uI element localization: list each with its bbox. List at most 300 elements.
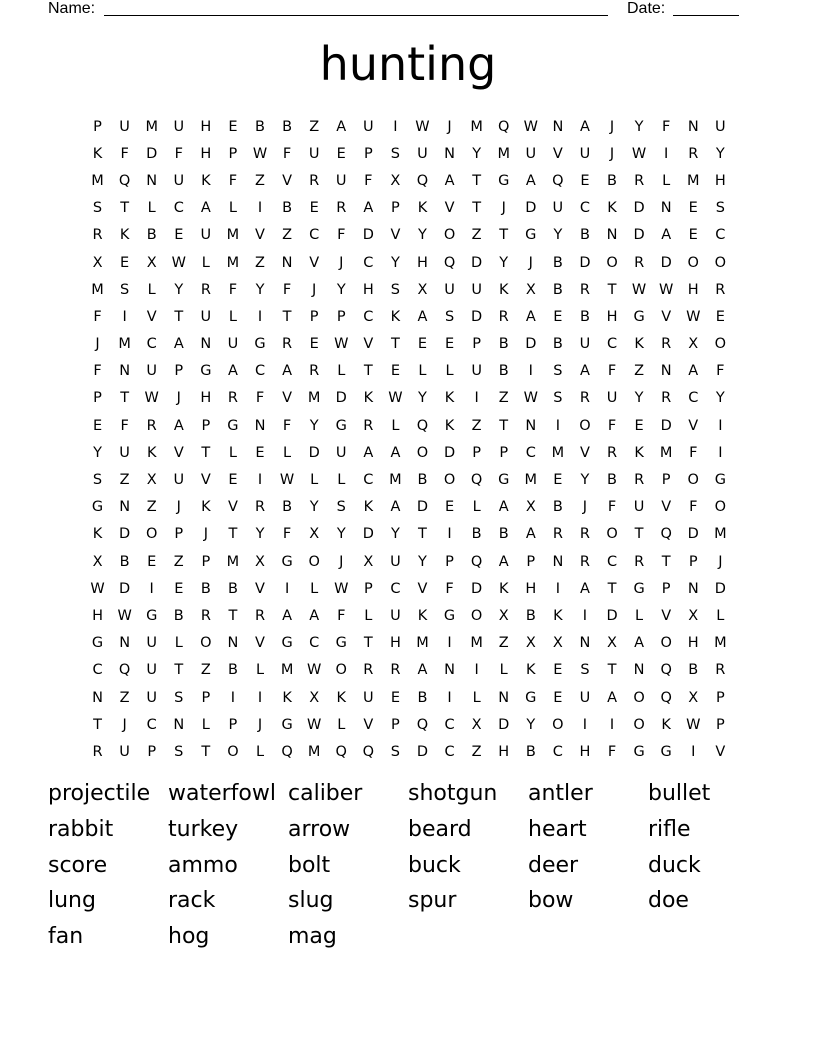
grid-letter[interactable]: G bbox=[660, 743, 672, 760]
grid-letter[interactable]: S bbox=[92, 200, 103, 217]
grid-letter[interactable]: F bbox=[282, 281, 292, 298]
grid-letter[interactable]: I bbox=[447, 526, 452, 543]
grid-letter[interactable]: A bbox=[336, 118, 347, 135]
grid-letter[interactable]: U bbox=[119, 444, 130, 461]
grid-letter[interactable]: F bbox=[607, 743, 617, 760]
grid-letter[interactable]: K bbox=[553, 607, 563, 624]
grid-letter[interactable]: V bbox=[661, 499, 672, 516]
grid-letter[interactable]: L bbox=[310, 472, 319, 489]
grid-letter[interactable]: B bbox=[498, 526, 509, 543]
grid-letter[interactable]: C bbox=[254, 363, 266, 380]
grid-letter[interactable]: R bbox=[254, 499, 266, 516]
grid-letter[interactable]: T bbox=[282, 308, 292, 325]
grid-letter[interactable]: B bbox=[498, 363, 509, 380]
grid-letter[interactable]: C bbox=[146, 716, 157, 733]
grid-letter[interactable]: I bbox=[582, 716, 588, 733]
grid-letter[interactable]: I bbox=[664, 145, 669, 162]
grid-letter[interactable]: Q bbox=[335, 743, 347, 760]
grid-letter[interactable]: U bbox=[200, 308, 212, 325]
grid-letter[interactable]: K bbox=[201, 499, 211, 516]
grid-letter[interactable]: N bbox=[687, 580, 699, 597]
grid-letter[interactable]: V bbox=[390, 227, 401, 244]
grid-letter[interactable]: G bbox=[200, 363, 212, 380]
grid-letter[interactable]: K bbox=[336, 689, 346, 706]
grid-letter[interactable]: B bbox=[688, 662, 699, 679]
grid-letter[interactable]: I bbox=[284, 580, 290, 597]
grid-letter[interactable]: A bbox=[309, 607, 320, 624]
grid-letter[interactable]: P bbox=[391, 716, 400, 733]
grid-letter[interactable]: X bbox=[607, 635, 617, 652]
grid-letter[interactable]: U bbox=[335, 444, 347, 461]
grid-letter[interactable]: E bbox=[228, 118, 238, 135]
grid-letter[interactable]: S bbox=[390, 743, 400, 760]
grid-letter[interactable]: Y bbox=[309, 417, 319, 434]
grid-letter[interactable]: Y bbox=[472, 145, 482, 162]
grid-letter[interactable]: N bbox=[254, 417, 266, 434]
grid-letter[interactable]: J bbox=[176, 499, 181, 516]
grid-letter[interactable]: L bbox=[228, 444, 237, 461]
grid-letter[interactable]: C bbox=[552, 743, 563, 760]
grid-letter[interactable]: X bbox=[525, 499, 536, 516]
grid-letter[interactable]: H bbox=[362, 281, 374, 298]
grid-letter[interactable]: L bbox=[337, 363, 346, 380]
grid-letter[interactable]: O bbox=[335, 662, 347, 679]
grid-letter[interactable]: Y bbox=[336, 526, 346, 543]
grid-letter[interactable]: V bbox=[363, 336, 374, 353]
grid-letter[interactable]: W bbox=[631, 281, 647, 298]
grid-letter[interactable]: D bbox=[606, 607, 618, 624]
grid-letter[interactable]: Q bbox=[443, 254, 456, 271]
grid-letter[interactable]: I bbox=[474, 390, 479, 407]
grid-letter[interactable]: T bbox=[201, 743, 211, 760]
grid-letter[interactable]: O bbox=[687, 472, 699, 489]
grid-letter[interactable]: R bbox=[606, 444, 618, 461]
grid-letter[interactable]: U bbox=[579, 336, 591, 353]
grid-letter[interactable]: T bbox=[607, 281, 617, 298]
grid-letter[interactable]: J bbox=[501, 200, 506, 217]
grid-letter[interactable]: A bbox=[579, 363, 590, 380]
grid-letter[interactable]: U bbox=[146, 363, 157, 380]
grid-letter[interactable]: N bbox=[444, 662, 455, 679]
grid-letter[interactable]: D bbox=[525, 200, 537, 217]
grid-letter[interactable]: R bbox=[309, 172, 320, 189]
grid-letter[interactable]: R bbox=[498, 308, 509, 325]
grid-letter[interactable]: S bbox=[580, 662, 590, 679]
grid-letter[interactable]: R bbox=[552, 526, 563, 543]
grid-letter[interactable]: I bbox=[122, 308, 127, 325]
grid-letter[interactable]: X bbox=[417, 281, 428, 298]
grid-letter[interactable]: J bbox=[447, 118, 452, 135]
grid-letter[interactable]: R bbox=[227, 390, 238, 407]
grid-letter[interactable]: R bbox=[661, 390, 672, 407]
grid-letter[interactable]: D bbox=[579, 254, 591, 271]
grid-letter[interactable]: I bbox=[230, 689, 236, 706]
grid-letter[interactable]: A bbox=[417, 662, 428, 679]
grid-letter[interactable]: X bbox=[309, 526, 320, 543]
grid-letter[interactable]: O bbox=[145, 526, 158, 543]
grid-letter[interactable]: V bbox=[255, 227, 265, 244]
grid-letter[interactable]: C bbox=[309, 635, 320, 652]
grid-letter[interactable]: G bbox=[281, 716, 293, 733]
grid-letter[interactable]: U bbox=[173, 172, 185, 189]
grid-letter[interactable]: W bbox=[334, 580, 349, 597]
grid-letter[interactable]: Z bbox=[634, 363, 645, 380]
grid-letter[interactable]: K bbox=[634, 336, 644, 353]
name-blank-line[interactable] bbox=[104, 15, 608, 16]
grid-letter[interactable]: I bbox=[555, 580, 560, 597]
grid-letter[interactable]: P bbox=[363, 145, 373, 162]
grid-letter[interactable]: I bbox=[555, 417, 560, 434]
grid-letter[interactable]: T bbox=[120, 200, 130, 217]
grid-letter[interactable]: M bbox=[226, 254, 240, 271]
grid-letter[interactable]: D bbox=[335, 390, 347, 407]
grid-letter[interactable]: V bbox=[282, 172, 293, 189]
grid-letter[interactable]: O bbox=[470, 607, 483, 624]
grid-letter[interactable]: Y bbox=[255, 526, 265, 543]
grid-letter[interactable]: J bbox=[582, 499, 588, 516]
grid-letter[interactable]: A bbox=[363, 200, 374, 217]
grid-letter[interactable]: U bbox=[335, 172, 347, 189]
grid-letter[interactable]: J bbox=[203, 526, 208, 543]
grid-letter[interactable]: P bbox=[499, 444, 509, 461]
grid-letter[interactable]: D bbox=[146, 145, 158, 162]
grid-letter[interactable]: E bbox=[553, 308, 563, 325]
grid-letter[interactable]: W bbox=[388, 390, 403, 407]
grid-letter[interactable]: R bbox=[688, 145, 699, 162]
grid-letter[interactable]: I bbox=[149, 580, 154, 597]
grid-letter[interactable]: Z bbox=[255, 254, 265, 271]
grid-letter[interactable]: S bbox=[715, 200, 725, 217]
grid-letter[interactable]: I bbox=[691, 743, 696, 760]
grid-letter[interactable]: D bbox=[525, 336, 537, 353]
grid-letter[interactable]: O bbox=[416, 444, 429, 461]
grid-letter[interactable]: W bbox=[144, 390, 159, 407]
grid-letter[interactable]: X bbox=[688, 689, 699, 706]
grid-letter[interactable]: P bbox=[363, 580, 373, 597]
grid-letter[interactable]: Q bbox=[416, 716, 429, 733]
grid-letter[interactable]: V bbox=[661, 607, 672, 624]
grid-letter[interactable]: O bbox=[714, 499, 727, 516]
grid-letter[interactable]: K bbox=[282, 689, 292, 706]
grid-letter[interactable]: U bbox=[308, 145, 320, 162]
grid-letter[interactable]: L bbox=[337, 472, 346, 489]
grid-letter[interactable]: M bbox=[687, 172, 700, 189]
grid-letter[interactable]: E bbox=[174, 227, 184, 244]
grid-letter[interactable]: V bbox=[282, 390, 293, 407]
grid-letter[interactable]: M bbox=[118, 336, 131, 353]
grid-letter[interactable]: D bbox=[308, 444, 320, 461]
grid-letter[interactable]: R bbox=[579, 553, 590, 570]
grid-letter[interactable]: P bbox=[336, 308, 346, 325]
grid-letter[interactable]: Y bbox=[634, 390, 644, 407]
grid-letter[interactable]: N bbox=[660, 200, 672, 217]
grid-letter[interactable]: Z bbox=[282, 227, 293, 244]
grid-letter[interactable]: R bbox=[200, 281, 211, 298]
grid-letter[interactable]: U bbox=[119, 118, 130, 135]
grid-letter[interactable]: N bbox=[606, 227, 618, 244]
grid-letter[interactable]: E bbox=[120, 254, 130, 271]
grid-letter[interactable]: R bbox=[634, 254, 645, 271]
grid-letter[interactable]: I bbox=[447, 635, 452, 652]
grid-letter[interactable]: U bbox=[146, 689, 157, 706]
grid-letter[interactable]: K bbox=[417, 607, 428, 624]
grid-letter[interactable]: U bbox=[173, 118, 185, 135]
grid-letter[interactable]: O bbox=[687, 254, 699, 271]
grid-letter[interactable]: Z bbox=[119, 689, 130, 706]
grid-letter[interactable]: Q bbox=[416, 417, 429, 434]
grid-letter[interactable]: I bbox=[257, 472, 263, 489]
grid-letter[interactable]: M bbox=[470, 118, 483, 135]
grid-letter[interactable]: M bbox=[551, 444, 565, 461]
grid-letter[interactable]: O bbox=[443, 472, 456, 489]
grid-letter[interactable]: U bbox=[146, 662, 157, 679]
grid-letter[interactable]: L bbox=[391, 417, 400, 434]
grid-letter[interactable]: K bbox=[390, 308, 401, 325]
grid-letter[interactable]: O bbox=[227, 743, 239, 760]
grid-letter[interactable]: X bbox=[688, 336, 699, 353]
grid-letter[interactable]: P bbox=[174, 526, 184, 543]
grid-letter[interactable]: H bbox=[92, 607, 103, 624]
grid-letter[interactable]: A bbox=[282, 363, 293, 380]
grid-letter[interactable]: O bbox=[633, 689, 645, 706]
grid-letter[interactable]: B bbox=[282, 499, 293, 516]
grid-letter[interactable]: H bbox=[606, 308, 618, 325]
grid-letter[interactable]: K bbox=[661, 716, 671, 733]
grid-letter[interactable]: M bbox=[470, 635, 483, 652]
grid-letter[interactable]: P bbox=[445, 553, 454, 570]
grid-letter[interactable]: B bbox=[525, 607, 536, 624]
grid-letter[interactable]: X bbox=[146, 472, 157, 489]
grid-letter[interactable]: Z bbox=[119, 472, 130, 489]
grid-letter[interactable]: P bbox=[661, 472, 671, 489]
grid-letter[interactable]: X bbox=[525, 281, 536, 298]
grid-letter[interactable]: V bbox=[255, 635, 265, 652]
grid-letter[interactable]: M bbox=[91, 172, 104, 189]
grid-letter[interactable]: V bbox=[661, 308, 672, 325]
grid-letter[interactable]: U bbox=[606, 390, 618, 407]
grid-letter[interactable]: E bbox=[92, 417, 103, 434]
grid-letter[interactable]: Z bbox=[200, 662, 211, 679]
grid-letter[interactable]: N bbox=[687, 118, 699, 135]
grid-letter[interactable]: Q bbox=[118, 662, 131, 679]
grid-letter[interactable]: O bbox=[443, 227, 456, 244]
grid-letter[interactable]: I bbox=[393, 118, 398, 135]
grid-letter[interactable]: O bbox=[606, 254, 618, 271]
grid-letter[interactable]: G bbox=[254, 336, 266, 353]
grid-letter[interactable]: W bbox=[659, 281, 674, 298]
grid-letter[interactable]: F bbox=[120, 417, 129, 434]
grid-letter[interactable]: V bbox=[255, 580, 265, 597]
grid-letter[interactable]: O bbox=[714, 254, 727, 271]
grid-letter[interactable]: M bbox=[659, 444, 673, 461]
grid-letter[interactable]: H bbox=[525, 580, 537, 597]
grid-letter[interactable]: Q bbox=[552, 172, 564, 189]
grid-letter[interactable]: A bbox=[444, 172, 455, 189]
grid-letter[interactable]: D bbox=[633, 227, 645, 244]
grid-letter[interactable]: B bbox=[282, 200, 293, 217]
grid-letter[interactable]: U bbox=[633, 499, 645, 516]
grid-letter[interactable]: N bbox=[552, 118, 564, 135]
grid-letter[interactable]: J bbox=[339, 553, 344, 570]
grid-letter[interactable]: V bbox=[444, 200, 455, 217]
grid-letter[interactable]: J bbox=[176, 390, 181, 407]
grid-letter[interactable]: N bbox=[119, 499, 131, 516]
grid-letter[interactable]: P bbox=[228, 145, 238, 162]
grid-letter[interactable]: A bbox=[498, 553, 509, 570]
grid-letter[interactable]: F bbox=[445, 580, 454, 597]
grid-letter[interactable]: E bbox=[390, 363, 400, 380]
grid-letter[interactable]: D bbox=[714, 580, 726, 597]
grid-letter[interactable]: R bbox=[336, 200, 347, 217]
grid-letter[interactable]: U bbox=[363, 118, 374, 135]
grid-letter[interactable]: W bbox=[523, 118, 538, 135]
grid-letter[interactable]: D bbox=[362, 526, 374, 543]
grid-letter[interactable]: K bbox=[363, 390, 374, 407]
grid-letter[interactable]: G bbox=[281, 635, 293, 652]
grid-letter[interactable]: N bbox=[552, 553, 564, 570]
grid-letter[interactable]: R bbox=[579, 526, 590, 543]
grid-letter[interactable]: N bbox=[579, 635, 591, 652]
grid-letter[interactable]: F bbox=[662, 118, 671, 135]
grid-letter[interactable]: G bbox=[443, 607, 456, 624]
grid-letter[interactable]: K bbox=[634, 444, 644, 461]
grid-letter[interactable]: Y bbox=[309, 499, 319, 516]
grid-letter[interactable]: X bbox=[255, 553, 265, 570]
grid-letter[interactable]: D bbox=[471, 254, 483, 271]
grid-letter[interactable]: P bbox=[93, 390, 102, 407]
grid-letter[interactable]: T bbox=[472, 200, 482, 217]
grid-letter[interactable]: G bbox=[525, 689, 537, 706]
grid-letter[interactable]: C bbox=[146, 336, 157, 353]
grid-letter[interactable]: Y bbox=[418, 553, 427, 570]
grid-letter[interactable]: U bbox=[173, 472, 185, 489]
grid-letter[interactable]: F bbox=[607, 499, 617, 516]
grid-letter[interactable]: Y bbox=[418, 390, 427, 407]
grid-letter[interactable]: E bbox=[228, 472, 238, 489]
grid-letter[interactable]: B bbox=[119, 553, 130, 570]
grid-letter[interactable]: L bbox=[337, 716, 346, 733]
grid-letter[interactable]: X bbox=[390, 172, 401, 189]
grid-letter[interactable]: Y bbox=[634, 118, 644, 135]
grid-letter[interactable]: U bbox=[471, 363, 482, 380]
grid-letter[interactable]: W bbox=[415, 118, 430, 135]
grid-letter[interactable]: C bbox=[390, 580, 401, 597]
grid-letter[interactable]: P bbox=[228, 716, 238, 733]
grid-letter[interactable]: A bbox=[390, 444, 401, 461]
grid-letter[interactable]: W bbox=[523, 390, 538, 407]
grid-letter[interactable]: Y bbox=[418, 227, 427, 244]
grid-letter[interactable]: U bbox=[471, 281, 482, 298]
grid-letter[interactable]: L bbox=[228, 308, 237, 325]
grid-letter[interactable]: Y bbox=[390, 526, 400, 543]
grid-letter[interactable]: V bbox=[579, 444, 590, 461]
grid-letter[interactable]: B bbox=[552, 336, 563, 353]
grid-letter[interactable]: P bbox=[526, 553, 536, 570]
grid-letter[interactable]: G bbox=[498, 472, 510, 489]
grid-letter[interactable]: B bbox=[146, 227, 157, 244]
grid-letter[interactable]: L bbox=[445, 363, 454, 380]
grid-letter[interactable]: F bbox=[337, 227, 346, 244]
grid-letter[interactable]: W bbox=[252, 145, 268, 162]
grid-letter[interactable]: S bbox=[390, 281, 400, 298]
grid-letter[interactable]: P bbox=[147, 743, 157, 760]
grid-letter[interactable]: W bbox=[306, 662, 322, 679]
grid-letter[interactable]: B bbox=[417, 472, 428, 489]
grid-letter[interactable]: D bbox=[471, 580, 483, 597]
grid-letter[interactable]: W bbox=[306, 716, 322, 733]
grid-letter[interactable]: F bbox=[93, 308, 102, 325]
grid-letter[interactable]: B bbox=[471, 526, 482, 543]
grid-letter[interactable]: C bbox=[688, 390, 699, 407]
grid-letter[interactable]: J bbox=[312, 281, 317, 298]
grid-letter[interactable]: M bbox=[307, 743, 321, 760]
grid-letter[interactable]: B bbox=[282, 118, 293, 135]
grid-letter[interactable]: G bbox=[498, 172, 510, 189]
grid-letter[interactable]: X bbox=[688, 607, 699, 624]
grid-letter[interactable]: M bbox=[714, 526, 727, 543]
grid-letter[interactable]: Z bbox=[471, 417, 482, 434]
grid-letter[interactable]: H bbox=[687, 281, 699, 298]
grid-letter[interactable]: O bbox=[660, 635, 672, 652]
grid-letter[interactable]: R bbox=[92, 227, 103, 244]
grid-letter[interactable]: Y bbox=[336, 281, 346, 298]
grid-letter[interactable]: Q bbox=[362, 743, 375, 760]
grid-letter[interactable]: L bbox=[201, 254, 210, 271]
grid-letter[interactable]: D bbox=[660, 417, 672, 434]
grid-letter[interactable]: F bbox=[228, 172, 238, 189]
grid-letter[interactable]: B bbox=[417, 689, 428, 706]
grid-letter[interactable]: Y bbox=[580, 472, 590, 489]
grid-letter[interactable]: G bbox=[91, 635, 104, 652]
grid-letter[interactable]: L bbox=[418, 363, 427, 380]
grid-letter[interactable]: K bbox=[363, 499, 374, 516]
grid-letter[interactable]: Y bbox=[93, 444, 102, 461]
grid-letter[interactable]: V bbox=[227, 499, 238, 516]
grid-letter[interactable]: G bbox=[146, 607, 158, 624]
grid-letter[interactable]: C bbox=[606, 336, 618, 353]
grid-letter[interactable]: E bbox=[255, 444, 265, 461]
grid-letter[interactable]: D bbox=[416, 743, 429, 760]
grid-letter[interactable]: R bbox=[363, 417, 374, 434]
grid-letter[interactable]: E bbox=[390, 689, 400, 706]
grid-letter[interactable]: I bbox=[447, 689, 452, 706]
grid-letter[interactable]: T bbox=[499, 417, 509, 434]
grid-letter[interactable]: K bbox=[119, 227, 130, 244]
grid-letter[interactable]: A bbox=[579, 580, 590, 597]
grid-letter[interactable]: L bbox=[364, 607, 373, 624]
grid-letter[interactable]: J bbox=[257, 716, 263, 733]
grid-letter[interactable]: S bbox=[92, 472, 103, 489]
grid-letter[interactable]: W bbox=[686, 308, 701, 325]
grid-letter[interactable]: L bbox=[716, 607, 725, 624]
grid-letter[interactable]: U bbox=[444, 281, 455, 298]
grid-letter[interactable]: M bbox=[91, 281, 104, 298]
grid-letter[interactable]: T bbox=[390, 336, 400, 353]
grid-letter[interactable]: A bbox=[498, 499, 509, 516]
grid-letter[interactable]: L bbox=[228, 200, 237, 217]
grid-letter[interactable]: A bbox=[363, 444, 374, 461]
grid-letter[interactable]: N bbox=[119, 363, 131, 380]
grid-letter[interactable]: P bbox=[472, 444, 481, 461]
grid-letter[interactable]: C bbox=[363, 308, 374, 325]
grid-letter[interactable]: G bbox=[335, 635, 347, 652]
grid-letter[interactable]: A bbox=[173, 417, 184, 434]
grid-letter[interactable]: W bbox=[334, 336, 349, 353]
grid-letter[interactable]: S bbox=[174, 743, 184, 760]
grid-letter[interactable]: X bbox=[92, 254, 103, 271]
grid-letter[interactable]: J bbox=[95, 336, 100, 353]
grid-letter[interactable]: F bbox=[93, 363, 102, 380]
